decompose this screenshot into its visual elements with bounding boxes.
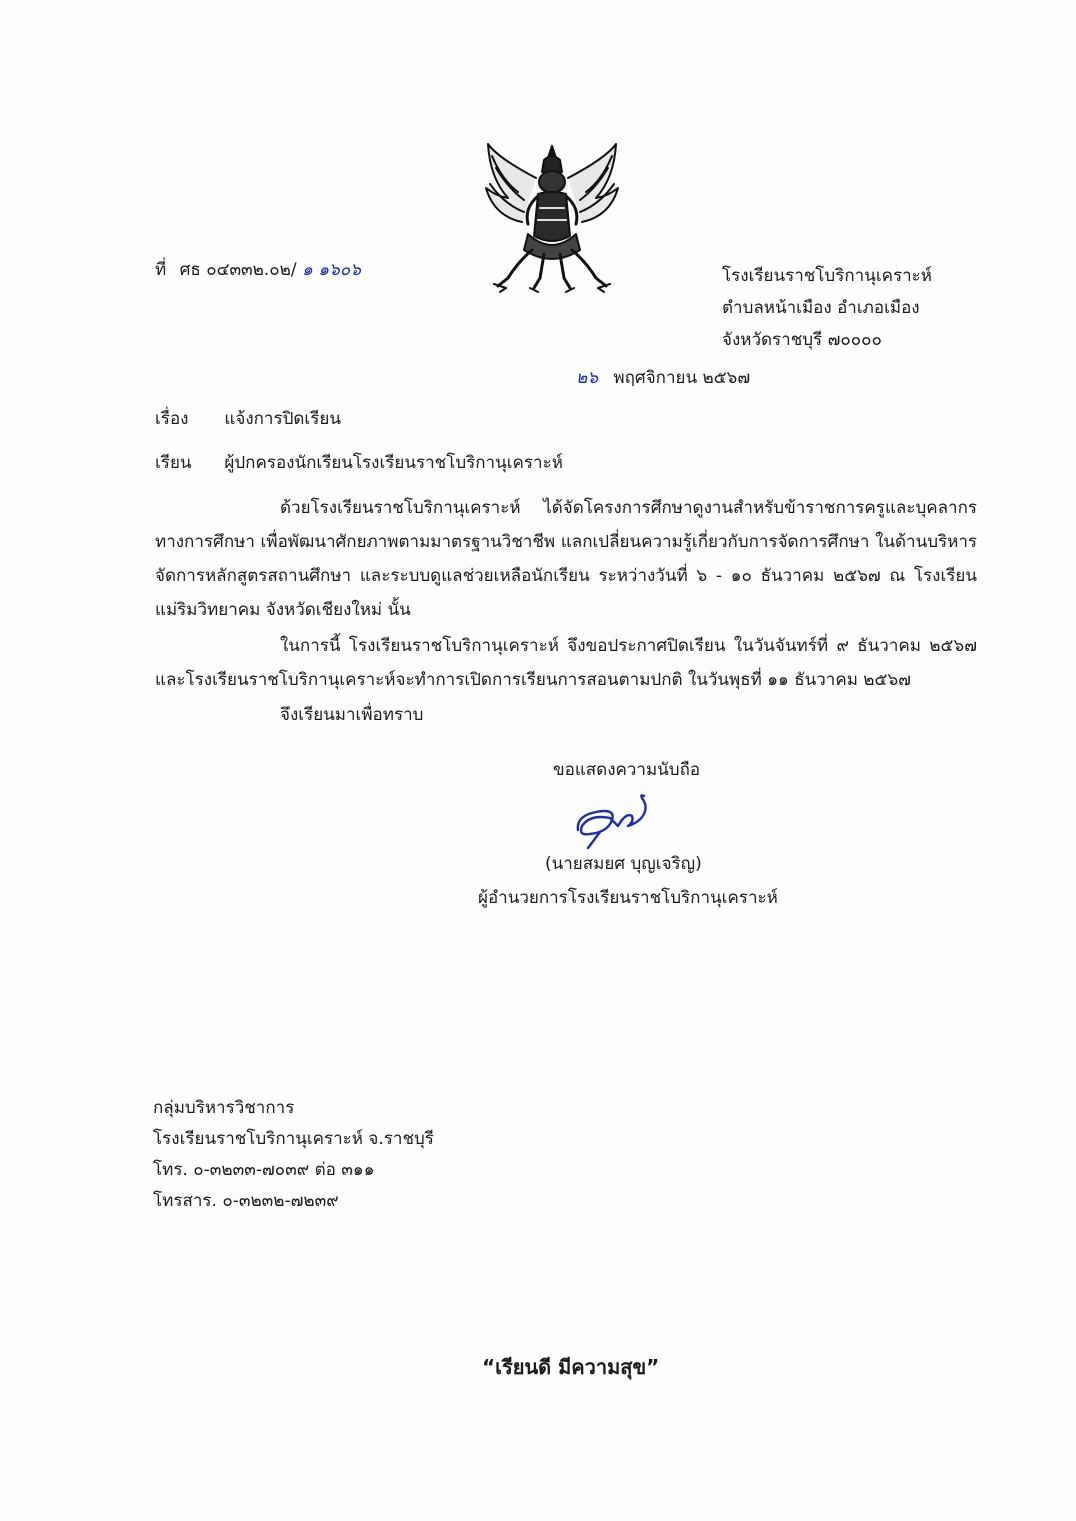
letter-date-month-year: พฤศจิกายน ๒๕๖๗ bbox=[613, 368, 751, 388]
letter-date bbox=[576, 366, 750, 390]
salutation-label: เรียน bbox=[155, 453, 192, 473]
letter-body bbox=[155, 491, 977, 697]
closing-phrase: จึงเรียนมาเพื่อทราบ bbox=[280, 705, 424, 725]
salutation-line bbox=[155, 451, 563, 475]
garuda-emblem-icon bbox=[478, 138, 626, 294]
salutation-text: ผู้ปกครองนักเรียนโรงเรียนราชโบริกานุเคราะห์ bbox=[224, 453, 563, 473]
subject-label: เรื่อง bbox=[155, 409, 189, 429]
contact-fax: โทรสาร. ๐-๓๒๓๒-๗๒๓๙ bbox=[153, 1191, 339, 1211]
contact-phone: โทร. ๐-๓๒๓๓-๗๐๓๙ ต่อ ๓๑๑ bbox=[153, 1160, 375, 1180]
regards: ขอแสดงความนับถือ bbox=[553, 760, 701, 780]
body-paragraph-2: ในการนี้ โรงเรียนราชโบริกานุเคราะห์ จึงขอประกาศปิดเรียน ในวันจันทร์ที่ ๙ ธันวาคม ๒๕๖๗ และโรงเรียนราชโบริกานุเคราะห์จะทำการเปิดการเรียนการสอนตามปกติ ในวันพุธที่ ๑๑ ธันวาคม ๒๕๖๗ bbox=[155, 636, 977, 690]
contact-department: กลุ่มบริหารวิชาการ bbox=[153, 1098, 295, 1118]
sender-address bbox=[722, 260, 932, 356]
document-number bbox=[155, 258, 361, 282]
signer-position: ผู้อำนวยการโรงเรียนราชโบริกานุเคราะห์ bbox=[478, 888, 778, 908]
signer-name: (นายสมยศ บุญเจริญ) bbox=[545, 854, 702, 874]
sender-subdistrict-district: ตำบลหน้าเมือง อำเภอเมือง bbox=[722, 298, 920, 318]
document-number-value: ศธ ๐๔๓๓๒.๐๒/ bbox=[179, 260, 297, 280]
document-number-handwritten: ๑ ๑๖๐๖ bbox=[302, 260, 361, 280]
subject-text: แจ้งการปิดเรียน bbox=[224, 409, 341, 429]
sender-province-postcode: จังหวัดราชบุรี ๗๐๐๐๐ bbox=[722, 330, 882, 350]
signature-icon bbox=[570, 786, 662, 852]
body-paragraph-1: ด้วยโรงเรียนราชโบริกานุเคราะห์ ได้จัดโครงการศึกษาดูงานสำหรับข้าราชการครูและบุคลากรทางการศึกษา เพื่อพัฒนาศักยภาพตามมาตรฐานวิชาชีพ แลกเปลี่ยนความรู้เกี่ยวกับการจัดการศึกษา ในด้านบริหารจัดการหลักสูตรสถานศึกษา และระบบดูแลช่วยเหลือนักเรียน ระหว่างวันที่ ๖ - ๑๐ ธันวาคม ๒๕๖๗ ณ โรงเรียนแม่ริมวิทยาคม จังหวัดเชียงใหม่ นั้น bbox=[155, 498, 977, 620]
letter-date-day: ๒๖ bbox=[576, 368, 598, 388]
contact-block bbox=[153, 1093, 434, 1217]
sender-school: โรงเรียนราชโบริกานุเคราะห์ bbox=[722, 266, 933, 286]
contact-school: โรงเรียนราชโบริกานุเคราะห์ จ.ราชบุรี bbox=[153, 1129, 434, 1149]
subject-line bbox=[155, 407, 341, 431]
document-number-label: ที่ bbox=[155, 260, 167, 280]
school-motto: “เรียนดี มีความสุข” bbox=[482, 1355, 660, 1379]
